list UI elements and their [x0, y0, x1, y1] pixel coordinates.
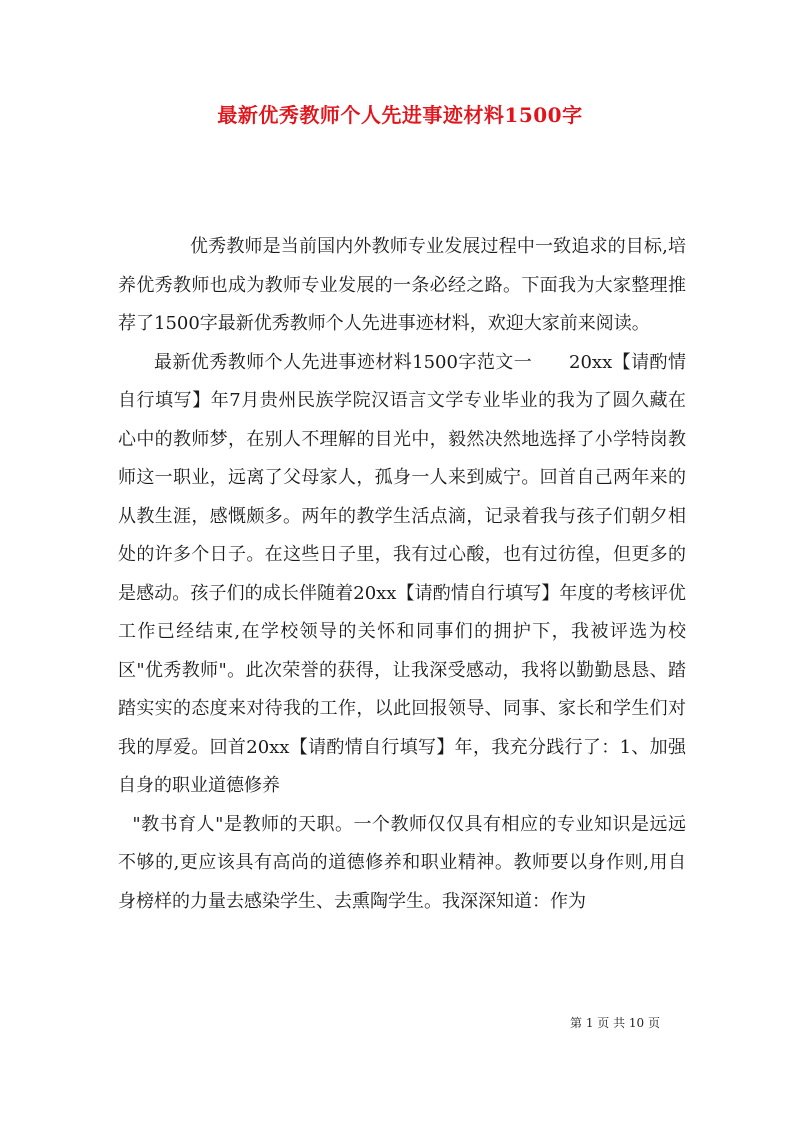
document-title: 最新优秀教师个人先进事迹材料1500字 [217, 103, 583, 127]
paragraph-ethics: "教书育人"是教师的天职。一个教师仅仅具有相应的专业知识是远远不够的,更应该具有高尚的道德修养和职业精神。教师要以身作则,用自身榜样的力量去感染学生、去熏陶学生。我深深知道：作为 [118, 813, 686, 912]
document-body [118, 228, 686, 921]
paragraph-sample-one: 最新优秀教师个人先进事迹材料1500字范文一 20xx【请酌情自行填写】年7月贵州民族学院汉语言文学专业毕业的我为了圆久藏在心中的教师梦，在别人不理解的目光中，毅然决然地选择了小学特岗教师这一职业，远离了父母家人，孤身一人来到威宁。回首自己两年来的从教生涯，感慨颇多。两年的教学生活点滴，记录着我与孩子们朝夕相处的许多个日子。在这些日子里，我有过心酸，也有过彷徨，但更多的是感动。孩子们的成长伴随着20xx【请酌情自行填写】年度的考核评优工作已经结束,在学校领导的关怀和同事们的拥护下，我被评选为校区"优秀教师"。此次荣誉的获得，让我深受感动，我将以勤勤恳恳、踏踏实实的态度来对待我的工作，以此回报领导、同事、家长和学生们对我的厚爱。回首20xx【请酌情自行填写】年，我充分践行了：1、加强自身的职业道德修养 [118, 351, 686, 796]
page-number-footer: 第 1 页 共 10 页 [570, 1016, 660, 1030]
paragraph-intro: 优秀教师是当前国内外教师专业发展过程中一致追求的目标,培养优秀教师也成为教师专业发展的一条必经之路。下面我为大家整理推荐了1500字最新优秀教师个人先进事迹材料，欢迎大家前来阅读。 [118, 236, 686, 334]
